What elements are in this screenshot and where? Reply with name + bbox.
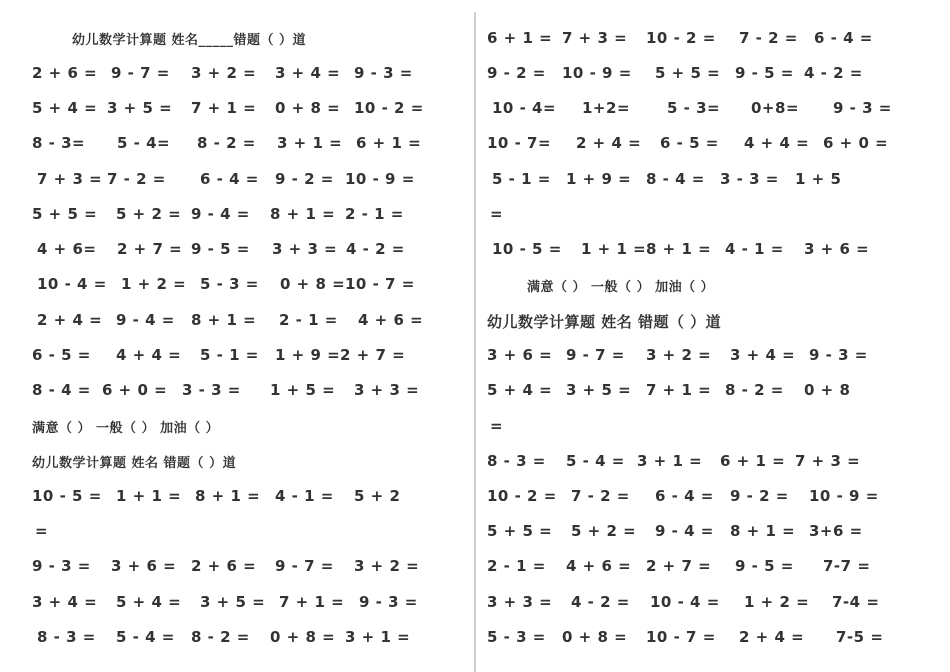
problem: 1 + 1 = [116,487,182,505]
problem: 9 - 5 = [735,64,794,82]
problem: 3 + 1 = [345,628,411,646]
problem: 8 - 3 = [37,628,96,646]
problem: 10 - 4 = [37,275,107,293]
problem: 1 + 2 = [744,593,810,611]
problem: 4 - 2 = [804,64,863,82]
problem: 9 - 5 = [735,557,794,575]
problem: 4 + 6 = [358,311,424,329]
problem: 6 + 0 = [102,381,168,399]
problem: 8 - 4 = [646,170,705,188]
problem: 10 - 2 = [487,487,557,505]
problem: 2 + 7 = [646,557,712,575]
problem: 1 + 5 = [270,381,336,399]
problem: 5 - 4= [117,134,171,152]
problem: 9 - 2 = [487,64,546,82]
problem: = [35,522,49,540]
problem: 9 - 7 = [566,346,625,364]
problem: 3 + 1 = [637,452,703,470]
problem: 10 - 2 = [354,99,424,117]
problem: 3 + 6 = [487,346,553,364]
problem: 4 + 4 = [744,134,810,152]
problem: 5 + 2 [354,487,401,505]
problem: 3 + 1 = [277,134,343,152]
problem: 8 - 2 = [197,134,256,152]
problem: 2 + 4 = [739,628,805,646]
problem: 5 + 2 = [571,522,637,540]
problem: 5 + 5 = [487,522,553,540]
problem: 0 + 8 = [280,275,346,293]
problem: 7-7 = [823,557,871,575]
problem: 6 + 0 = [823,134,889,152]
problem: 6 + 1 = [356,134,422,152]
problem: 3 + 5 = [200,593,266,611]
problem: 7 - 2 = [739,29,798,47]
problem: 1 + 9 = [275,346,341,364]
problem: 3 + 3 = [487,593,553,611]
problem: 8 - 2 = [725,381,784,399]
problem: 10 - 9 = [345,170,415,188]
problem: 10 - 9 = [562,64,632,82]
problem: 8 + 1 = [270,205,336,223]
problem: 9 - 7 = [111,64,170,82]
problem: 5 - 3 = [200,275,259,293]
problem: 4 - 1 = [725,240,784,258]
problem: 5 - 1 = [492,170,551,188]
problem: 3 + 5 = [107,99,173,117]
problem: 9 - 2 = [730,487,789,505]
problem: 5 + 5 = [32,205,98,223]
problem: 9 - 4 = [116,311,175,329]
problem: 9 - 7 = [275,557,334,575]
rating-line: 满意（ ） 一般（ ） 加油（ ） [527,280,715,295]
problem: 6 - 4 = [814,29,873,47]
problem: 0+8= [751,99,800,117]
rating-line: 满意（ ） 一般（ ） 加油（ ） [32,421,220,436]
problem: 2 + 6 = [191,557,257,575]
problem: 2 + 7 = [340,346,406,364]
problem: = [490,205,504,223]
problem: 4 + 4 = [116,346,182,364]
worksheet-header: 幼儿数学计算题 姓名 错题（ ）道 [32,456,237,471]
problem: 4 + 6= [37,240,97,258]
problem: 8 + 1 = [195,487,261,505]
problem: 2 + 6 = [32,64,98,82]
problem: 9 - 2 = [275,170,334,188]
problem: 10 - 7 = [345,275,415,293]
problem: 3+6 = [809,522,863,540]
problem: 5 + 4 = [32,99,98,117]
problem: 10 - 4= [492,99,557,117]
problem: 0 + 8 [804,381,851,399]
problem: 9 - 3 = [359,593,418,611]
problem: 7 + 1 = [191,99,257,117]
problem: 9 - 3 = [354,64,413,82]
problem: 8 - 3= [32,134,86,152]
problem: 5 + 4 = [487,381,553,399]
problem: 4 - 1 = [275,487,334,505]
problem: 10 - 5 = [32,487,102,505]
problem: 7 + 3 = [37,170,103,188]
problem: 5 + 5 = [655,64,721,82]
problem: 3 + 2 = [646,346,712,364]
worksheet-header: 幼儿数学计算题 姓名 错题（ ）道 [487,313,722,331]
problem: 2 - 1 = [345,205,404,223]
problem: 3 + 6 = [111,557,177,575]
problem: 8 - 3 = [487,452,546,470]
problem: 5 - 1 = [200,346,259,364]
problem: 9 - 3 = [32,557,91,575]
problem: 3 - 3 = [182,381,241,399]
problem: 3 + 4 = [730,346,796,364]
problem: 3 + 2 = [191,64,257,82]
problem: 9 - 3 = [833,99,892,117]
problem: 10 - 2 = [646,29,716,47]
problem: 10 - 5 = [492,240,562,258]
problem: 0 + 8 = [562,628,628,646]
problem: 8 + 1 = [730,522,796,540]
problem: 4 - 2 = [571,593,630,611]
problem: 8 + 1 = [646,240,712,258]
problem: 7 + 3 = [562,29,628,47]
problem: 2 - 1 = [279,311,338,329]
problem: 3 + 4 = [275,64,341,82]
problem: 8 - 4 = [32,381,91,399]
problem: 3 - 3 = [720,170,779,188]
problem: 1 + 5 [795,170,842,188]
problem: 5 + 4 = [116,593,182,611]
right-worksheet [487,0,927,672]
problem: 5 - 3 = [487,628,546,646]
problem: 0 + 8 = [270,628,336,646]
problem: 10 - 9 = [809,487,879,505]
problem: 9 - 3 = [809,346,868,364]
problem: 3 + 3 = [354,381,420,399]
problem: 7 + 3 = [795,452,861,470]
left-worksheet [32,0,462,672]
problem: 7-5 = [836,628,884,646]
problem: 10 - 4 = [650,593,720,611]
problem: 2 + 4 = [576,134,642,152]
problem: 3 + 3 = [272,240,338,258]
problem: 7 - 2 = [107,170,166,188]
problem: 7 + 1 = [646,381,712,399]
problem: 0 + 8 = [275,99,341,117]
problem: 8 - 2 = [191,628,250,646]
problem: 7-4 = [832,593,880,611]
problem: 2 - 1 = [487,557,546,575]
page-divider [474,12,476,672]
problem: 6 - 5 = [660,134,719,152]
problem: 6 - 5 = [32,346,91,364]
problem: 1 + 1 = [581,240,647,258]
problem: 5 - 4 = [566,452,625,470]
problem: 6 + 1 = [720,452,786,470]
problem: 10 - 7 = [646,628,716,646]
problem: 4 - 2 = [346,240,405,258]
worksheet-header: 幼儿数学计算题 姓名_____错题（ ）道 [72,33,307,48]
problem: 5 - 4 = [116,628,175,646]
problem: = [490,417,504,435]
problem: 6 + 1 = [487,29,553,47]
problem: 1 + 9 = [566,170,632,188]
problem: 2 + 7 = [117,240,183,258]
problem: 10 - 7= [487,134,552,152]
problem: 1+2= [582,99,631,117]
problem: 8 + 1 = [191,311,257,329]
problem: 3 + 4 = [32,593,98,611]
problem: 9 - 4 = [655,522,714,540]
problem: 6 - 4 = [200,170,259,188]
problem: 9 - 4 = [191,205,250,223]
problem: 5 + 2 = [116,205,182,223]
problem: 7 - 2 = [571,487,630,505]
problem: 5 - 3= [667,99,721,117]
problem: 4 + 6 = [566,557,632,575]
problem: 9 - 5 = [191,240,250,258]
problem: 1 + 2 = [121,275,187,293]
problem: 3 + 6 = [804,240,870,258]
problem: 2 + 4 = [37,311,103,329]
problem: 7 + 1 = [279,593,345,611]
problem: 6 - 4 = [655,487,714,505]
problem: 3 + 2 = [354,557,420,575]
problem: 3 + 5 = [566,381,632,399]
